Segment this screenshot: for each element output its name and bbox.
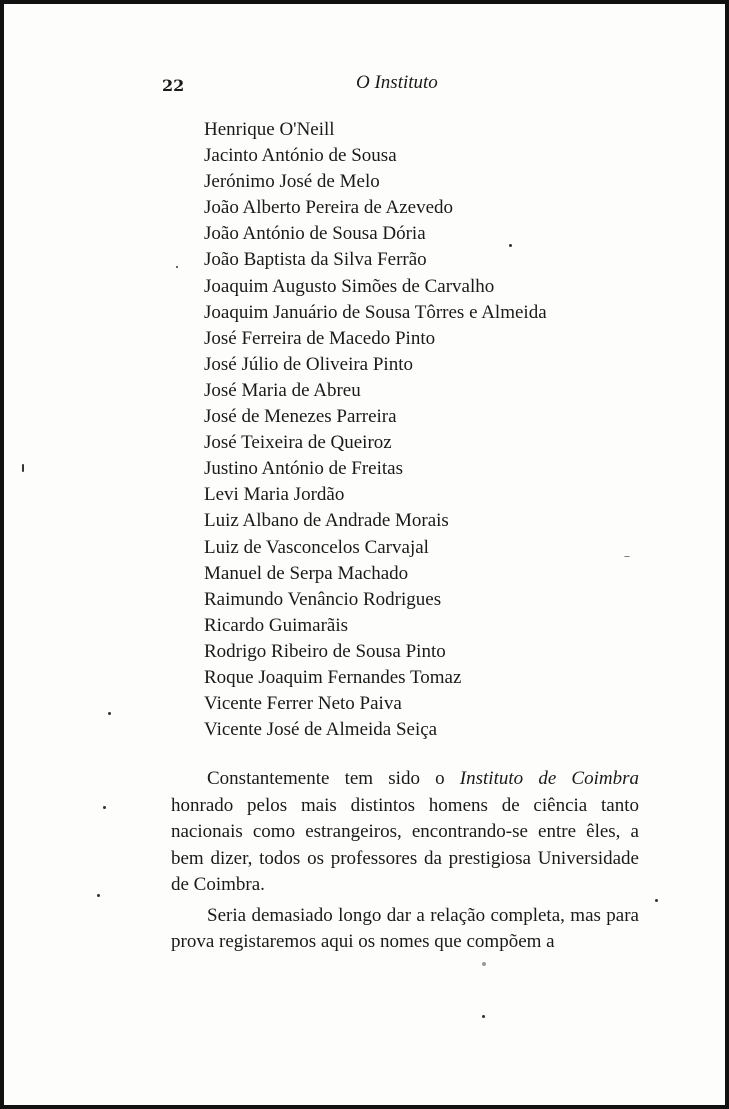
list-item: Manuel de Serpa Machado xyxy=(204,562,409,584)
page-number: 22 xyxy=(162,76,185,95)
list-item: José Teixeira de Queiroz xyxy=(204,432,392,454)
scan-speck xyxy=(103,806,106,809)
paragraph-1 xyxy=(171,766,639,899)
scan-speck xyxy=(509,244,512,247)
scan-speck xyxy=(482,1015,485,1018)
running-title: O Instituto xyxy=(356,72,438,93)
scan-speck xyxy=(176,266,178,268)
list-item: José de Menezes Parreira xyxy=(204,406,397,428)
scan-speck xyxy=(624,556,630,557)
list-item: João António de Sousa Dória xyxy=(204,223,426,245)
list-item: José Maria de Abreu xyxy=(204,379,361,401)
list-item: Henrique O'Neill xyxy=(204,119,335,140)
member-name-list xyxy=(204,117,547,743)
scan-speck xyxy=(97,894,100,897)
list-item: Jerónimo José de Melo xyxy=(204,171,380,193)
scan-speck xyxy=(108,712,111,715)
list-item: Joaquim Januário de Sousa Tôrres e Almeida xyxy=(204,301,547,323)
list-item: Jacinto António de Sousa xyxy=(204,145,397,167)
list-item: Raimundo Venâncio Rodrigues xyxy=(204,588,442,610)
paragraph-2: Seria demasiado longo dar a relação completa, mas para prova registaremos aqui os nomes que compõem a xyxy=(171,904,639,952)
list-item: Vicente Ferrer Neto Paiva xyxy=(204,693,402,715)
list-item: Vicente José de Almeida Seiça xyxy=(204,719,438,741)
list-item: Roque Joaquim Fernandes Tomaz xyxy=(204,666,462,688)
list-item: Luiz de Vasconcelos Carvajal xyxy=(204,536,429,558)
list-item: José Júlio de Oliveira Pinto xyxy=(204,353,413,375)
paragraph-1-rest: honrado pelos mais distintos homens de ciência tanto nacionais como estrangeiros, encontrando-se entre êles, a bem dizer, todos os professores da prestigiosa Universidade de Coimbra. xyxy=(171,794,639,895)
list-item: José Ferreira de Macedo Pinto xyxy=(204,327,436,349)
list-item: Justino António de Freitas xyxy=(204,458,403,480)
list-item: Luiz Albano de Andrade Morais xyxy=(204,510,449,532)
scan-speck xyxy=(22,464,24,472)
list-item: Joaquim Augusto Simões de Carvalho xyxy=(204,275,495,297)
institute-name: Instituto de Coimbra xyxy=(459,768,639,789)
list-item: João Alberto Pereira de Azevedo xyxy=(204,197,454,219)
list-item: João Baptista da Silva Ferrão xyxy=(204,249,427,271)
scan-speck xyxy=(655,899,658,902)
paragraph-1-start: Constantemente tem sido o xyxy=(207,768,460,789)
body-text xyxy=(171,766,639,956)
list-item: Levi Maria Jordão xyxy=(204,484,345,506)
list-item: Rodrigo Ribeiro de Sousa Pinto xyxy=(204,640,446,662)
scan-speck xyxy=(482,962,486,966)
list-item: Ricardo Guimarãis xyxy=(204,614,349,636)
